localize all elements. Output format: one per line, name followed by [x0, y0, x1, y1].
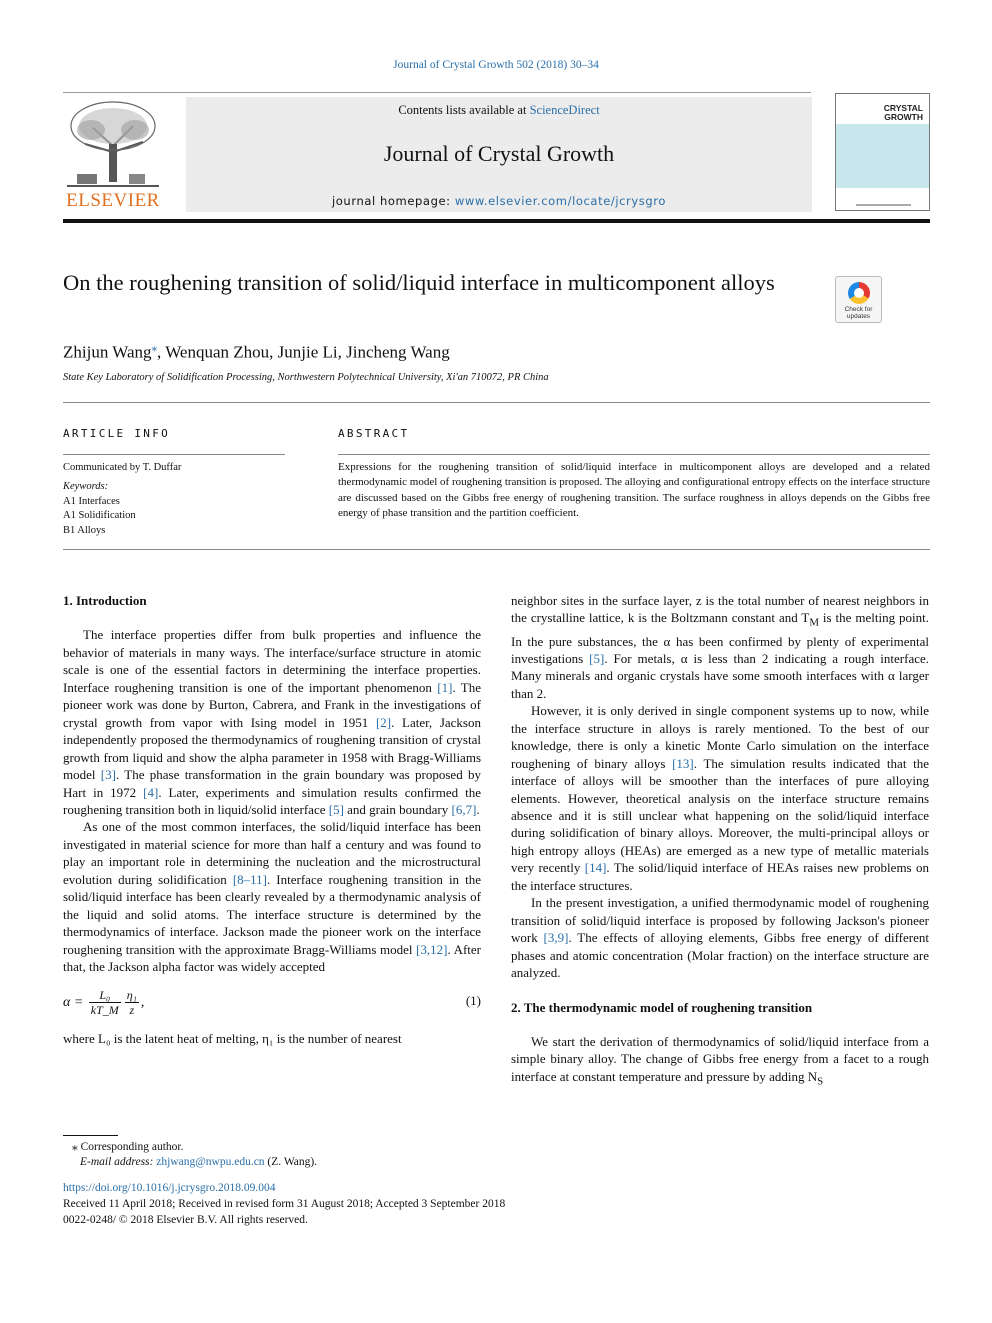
- homepage-link[interactable]: www.elsevier.com/locate/jcrysgro: [454, 194, 666, 208]
- cover-color-band: [836, 124, 929, 188]
- contents-line: [186, 103, 812, 118]
- author-name[interactable]: Jincheng Wang: [346, 342, 450, 362]
- masthead-banner: [186, 97, 812, 212]
- body-column-right: [511, 592, 929, 1091]
- affiliation: State Key Laboratory of Solidification Processing, Northwestern Polytechnical University, Xi'an 710072, PR China: [63, 372, 549, 383]
- reference-link[interactable]: [4]: [143, 784, 159, 800]
- reference-link[interactable]: [6,7]: [451, 801, 477, 817]
- reference-link[interactable]: [3]: [100, 767, 116, 783]
- equation-1: [63, 980, 481, 1028]
- check-for-updates-badge[interactable]: [835, 276, 882, 323]
- keyword: A1 Solidification: [63, 510, 136, 522]
- footnote-rule: [63, 1135, 118, 1136]
- equation-lhs: α =: [63, 994, 84, 1010]
- subscript: S: [817, 1075, 824, 1088]
- article-info-heading: ARTICLE INFO: [63, 427, 171, 440]
- paragraph: where L₀ is the latent heat of melting, η₁ is the number of nearest: [63, 1030, 402, 1046]
- paragraph: In the present investigation, a unified thermodynamic model of roughening transition of solid/liquid interface is proposed by following Jackson's pioneer work [3,9]. The effects of alloying elements, Gibbs free energy of different phases and atomic concentration (Molar fraction) on the interface structure are analyzed.: [511, 895, 929, 981]
- tree-logo-icon: [63, 100, 163, 188]
- journal-citation[interactable]: Journal of Crystal Growth 502 (2018) 30–34: [393, 59, 599, 71]
- article-info-rule: [63, 454, 285, 455]
- reference-link[interactable]: [5]: [589, 650, 605, 666]
- author-name[interactable]: Wenquan Zhou: [165, 342, 270, 362]
- author-list: Zhijun Wang⁎, Wenquan Zhou, Junjie Li, Jincheng Wang: [63, 342, 450, 362]
- elsevier-logo[interactable]: [63, 100, 163, 212]
- subscript: M: [809, 617, 819, 630]
- masthead-top-rule: [63, 92, 811, 93]
- paragraph: However, it is only derived in single component systems up to now, while the interface structure in alloys is rarely mentioned. To the best of our knowledge, there is only a kinetic Monte Carlo simulation on the interface roughening of binary alloys [13]. The simulation results indicated that the interface of alloys will be smoother than the interfaces of pure alloying elements. However, theoretical analysis on the interface structure remains absence and it is still unclear what happening on the solid/liquid interface during solidification of binary alloys. Moreover, the multi-principal alloys or high entropy alloys (HEAs) are emerged as a new type of metallic materials very recently [14]. The solid/liquid interface of HEAs raises new problems on the interface structures.: [511, 703, 930, 893]
- keywords-label: Keywords:: [63, 481, 109, 493]
- fraction-denominator: z: [129, 1002, 135, 1017]
- communicated-by: Communicated by T. Duffar: [63, 462, 182, 473]
- keyword: B1 Alloys: [63, 524, 106, 536]
- equation-number: (1): [465, 992, 481, 1008]
- corresponding-author-mark[interactable]: ⁎: [151, 342, 158, 354]
- section-heading-introduction: 1. Introduction: [63, 593, 147, 608]
- email-line: [80, 1156, 317, 1168]
- author-name[interactable]: Junjie Li: [277, 342, 338, 362]
- reference-link[interactable]: [5]: [328, 801, 344, 817]
- section-divider: [63, 402, 930, 403]
- abstract-heading: ABSTRACT: [338, 427, 410, 440]
- reference-link[interactable]: [3,12]: [416, 941, 448, 957]
- journal-cover-thumbnail[interactable]: [835, 93, 930, 211]
- fraction-numerator: L₀: [89, 988, 121, 1003]
- received-dates: Received 11 April 2018; Received in revised form 31 August 2018; Accepted 3 September 2018: [63, 1198, 506, 1210]
- equation-tail: ,: [140, 994, 145, 1010]
- paragraph: As one of the most common interfaces, the solid/liquid interface has been investigated in material science for more than half a century and was found to play an important role in determining the nucleation and the microstructural evolution during solidification [8–11]. Interface roughening transition in the solid/liquid interface has been clearly revealed by a thermodynamic analysis of the liquid and solid atoms. The interface structure is determined by the thermodynamics of interface. Jackson made the pioneer work on the interface roughening transition with the approximate Bragg-Williams model [3,12]. After that, the Jackson alpha factor was widely accepted: [63, 819, 482, 975]
- cover-title: [884, 104, 923, 122]
- paragraph: We start the derivation of thermodynamics of solid/liquid interface from a simple binary alloy. The change of Gibbs free energy from a facet to a rough interface at constant temperature and pressure by adding $N_S$: [511, 1034, 929, 1088]
- article-info-block: [63, 461, 285, 538]
- abstract-rule: [338, 454, 930, 455]
- check-updates-icon: [848, 282, 870, 304]
- cover-footer-mark: [856, 204, 911, 206]
- body-column-left: [63, 592, 481, 1047]
- contents-prefix: Contents lists available at: [398, 103, 530, 117]
- reference-link[interactable]: [8–11]: [232, 871, 267, 887]
- masthead-bottom-rule: [63, 219, 930, 223]
- doi-link[interactable]: https://doi.org/10.1016/j.jcrysgro.2018.09.004: [63, 1182, 276, 1194]
- equation-body: [63, 988, 144, 1018]
- fraction-denominator: kT_M: [90, 1002, 119, 1017]
- copyright-line: 0022-0248/ © 2018 Elsevier B.V. All rights reserved.: [63, 1214, 308, 1226]
- fraction-numerator: η₁: [126, 987, 137, 1002]
- fraction-latent-heat: [89, 988, 121, 1018]
- sciencedirect-link[interactable]: ScienceDirect: [529, 103, 600, 117]
- article-title: On the roughening transition of solid/liquid interface in multicomponent alloys: [63, 270, 775, 295]
- paragraph: The interface properties differ from bulk properties and influence the behavior of materials in many ways. The interface/surface structure in atomic scale is one of the essential factors in determining the interface properties. Interface roughening transition is one of the important phenomenon [1]. The pioneer work was done by Burton, Cabrera, and Frank in the investigations of crystal growth from vapor with Ising model in 1951 [2]. Later, Jackson independently proposed the thermodynamics of roughening transition of crystal growth from liquid and show the alpha parameter in 1958 with Bragg-Williams model [3]. The phase transformation in the grain boundary was proposed by Hart in 1972 [4]. Later, experiments and simulation results confirmed the roughening transition both in liquid/solid interface [5] and grain boundary [6,7].: [63, 627, 481, 817]
- fraction-neighbors: [125, 988, 139, 1018]
- check-updates-label: [836, 306, 881, 320]
- check-updates-line1: Check for: [844, 306, 873, 313]
- section-divider: [63, 549, 930, 550]
- cover-title-line1: CRYSTAL: [883, 103, 923, 113]
- section-heading-model: 2. The thermodynamic model of roughening transition: [511, 999, 813, 1015]
- homepage-line: [186, 194, 812, 208]
- journal-name: Journal of Crystal Growth: [383, 141, 615, 166]
- abstract-text: Expressions for the roughening transition of solid/liquid interface in multicomponent alloys are developed and a related thermodynamic model of roughening transition is proposed. The alloying and configurational entropy effects on the interface structure are discussed based on the Gibbs free energy of roughening transition. The surface roughness in alloys depends on the Gibbs free energy of phase transition and the partition coefficient.: [338, 461, 930, 519]
- reference-link[interactable]: [13]: [672, 755, 694, 771]
- reference-link[interactable]: [3,9]: [543, 930, 569, 946]
- paragraph: neighbor sites in the surface layer, z is the total number of nearest neighbors in the crystalline lattice, k is the Boltzmann constant and $T_M$ is the melting point. In the pure substances, the α has been confirmed by plenty of experimental investigations [5]. For metals, α is less than 2 indicating a rough interface. Many minerals and organic crystals have some smooth interfaces with α larger than 2.: [511, 593, 929, 701]
- reference-link[interactable]: [14]: [584, 860, 607, 876]
- reference-link[interactable]: [1]: [437, 679, 453, 695]
- check-updates-line2: updates: [846, 313, 871, 320]
- reference-link[interactable]: [2]: [375, 714, 392, 730]
- author-name[interactable]: Zhijun Wang: [63, 342, 152, 362]
- keyword: A1 Interfaces: [63, 495, 120, 507]
- corresponding-author-note: ⁎ Corresponding author.: [72, 1141, 184, 1153]
- homepage-prefix: journal homepage:: [332, 194, 455, 208]
- cover-title-line2: GROWTH: [884, 112, 923, 122]
- email-suffix: (Z. Wang).: [264, 1156, 318, 1168]
- email-link[interactable]: zhjwang@nwpu.edu.cn: [156, 1156, 265, 1168]
- publisher-wordmark: ELSEVIER: [66, 190, 160, 211]
- email-label: E-mail address:: [80, 1156, 157, 1168]
